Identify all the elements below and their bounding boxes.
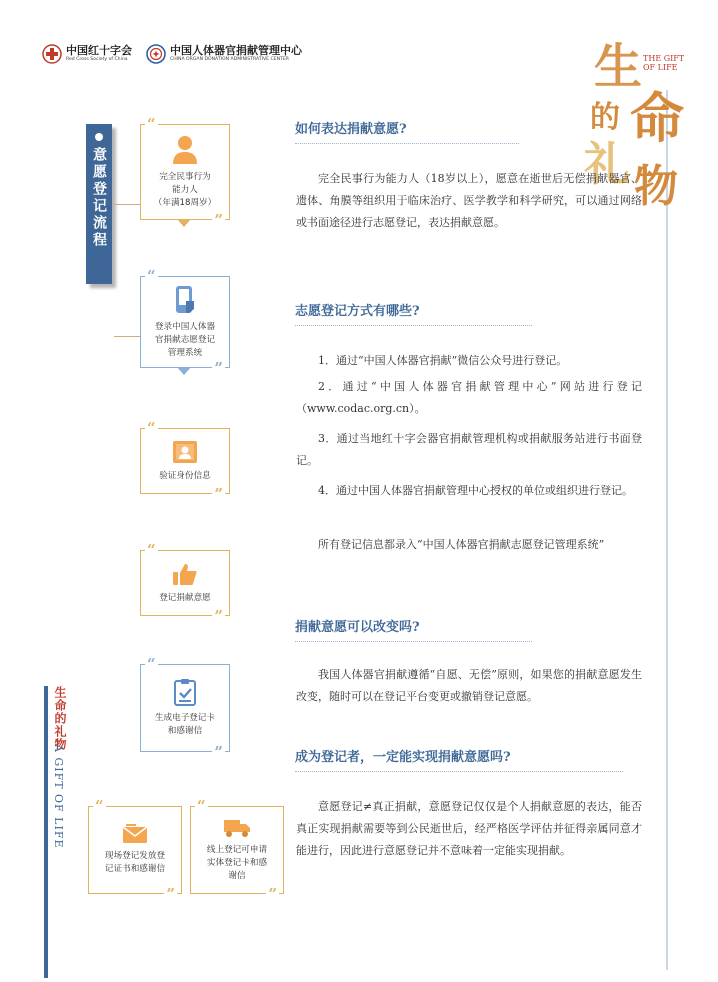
person-icon <box>172 135 198 165</box>
left-vertical-title: 生命的礼物 <box>53 686 67 751</box>
quote-close-mark: ” <box>214 607 223 625</box>
section-1-title: 如何表达捐献意愿? <box>295 118 407 137</box>
thumbs-up-icon <box>172 562 198 586</box>
connector-line <box>114 336 140 337</box>
codac-logo <box>146 44 302 64</box>
step-3-label: 验证身份信息 <box>159 470 211 481</box>
step-6-box <box>88 797 182 903</box>
section-4-title: 成为登记者，一定能实现捐献意愿吗? <box>295 746 511 765</box>
id-card-icon <box>172 440 198 464</box>
codac-subname: CHINA ORGAN DONATION ADMINISTRATIVE CENTER <box>170 57 289 62</box>
step-7-label: 线上登记可申请 实体登记卡和感 谢信 <box>206 844 268 881</box>
step-4-box <box>140 541 230 625</box>
codac-emblem-icon <box>146 44 166 64</box>
delivery-truck-icon <box>223 818 251 838</box>
section-3-title: 捐献意愿可以改变吗? <box>295 616 420 635</box>
title-char-ming: 命 <box>630 86 684 150</box>
title-vertical-line <box>666 90 668 970</box>
step-6-label: 现场登记发放登 记证书和感谢信 <box>104 851 166 874</box>
quote-open-mark: “ <box>147 267 156 285</box>
step-2-label: 登录中国人体器 官捐献志愿登记 管理系统 <box>154 321 216 358</box>
title-char-li: 礼 <box>584 137 630 191</box>
quote-close-mark: ” <box>166 885 175 903</box>
quote-open-mark: “ <box>147 541 156 559</box>
side-tag-label: 意愿登记流程 <box>91 147 107 249</box>
process-side-tag <box>86 124 112 284</box>
step-5-label: 生成电子登记卡 和感谢信 <box>154 713 216 736</box>
codac-name: 中国人体器官捐献管理中心 <box>170 44 302 57</box>
section-2-note: 所有登记信息都录入“中国人体器官捐献志愿登记管理系统” <box>318 538 605 551</box>
red-cross-name: 中国红十字会 <box>66 44 132 57</box>
left-vertical-bar <box>44 686 48 978</box>
phone-icon <box>174 285 196 315</box>
step-1-label: 完全民事行为 能力人 （年满18周岁） <box>153 171 217 208</box>
quote-open-mark: “ <box>197 797 206 815</box>
speech-tail <box>177 367 191 375</box>
step-1-box <box>140 115 230 229</box>
title-en: THE GIFT OF LIFE <box>643 54 685 72</box>
quote-close-mark: ” <box>214 743 223 761</box>
step-2-box <box>140 267 230 377</box>
title-char-wu: 物 <box>634 161 678 212</box>
envelope-icon <box>122 824 148 844</box>
left-vertical-title-en: A GIFT OF LIFE <box>52 744 65 849</box>
section-2-item-3: 3．通过当地红十字会器官捐献管理机构或捐献服务站进行书面登记。 <box>296 432 642 467</box>
step-7-box <box>190 797 284 903</box>
section-1-paragraph: 完全民事行为能力人（18岁以上），愿意在逝世后无偿捐献器官、遗体、角膜等组织用于临床治疗、医学教学和科学研究，可以通过网络或书面途径进行志愿登记，表达捐献意愿。 <box>296 172 642 229</box>
side-tag-dot <box>95 133 103 141</box>
section-4-paragraph: 意愿登记≠真正捐献，意愿登记仅仅是个人捐献意愿的表达，能否真正实现捐献需要等到公民逝世后，经严格医学评估并征得亲属同意才能进行，因此进行意愿登记并不意味着一定能实现捐献。 <box>296 800 642 857</box>
red-cross-logo <box>42 44 132 64</box>
red-cross-icon <box>42 44 62 64</box>
title-char-sheng: 生 <box>594 39 643 95</box>
connector-line <box>114 204 140 205</box>
step-5-box <box>140 655 230 761</box>
quote-open-mark: “ <box>147 115 156 133</box>
title-char-de: 的 <box>590 100 620 135</box>
red-cross-subname: Red Cross Society of China <box>66 57 128 62</box>
clipboard-check-icon <box>174 678 196 706</box>
section-2-item-1: 1．通过“中国人体器官捐献”微信公众号进行登记。 <box>318 354 568 367</box>
speech-tail <box>177 219 191 227</box>
quote-close-mark: ” <box>214 485 223 503</box>
quote-open-mark: “ <box>95 797 104 815</box>
quote-close-mark: ” <box>214 211 223 229</box>
section-2-item-2: 2．通过“中国人体器官捐献管理中心”网站进行登记（www.codac.org.cn）。 <box>296 380 642 415</box>
quote-open-mark: “ <box>147 655 156 673</box>
quote-open-mark: “ <box>147 419 156 437</box>
quote-close-mark: ” <box>214 359 223 377</box>
quote-close-mark: ” <box>268 885 277 903</box>
section-2-item-4: 4．通过中国人体器官捐献管理中心授权的单位或组织进行登记。 <box>318 484 633 497</box>
step-3-box <box>140 419 230 503</box>
section-3-paragraph: 我国人体器官捐献遵循“自愿、无偿”原则，如果您的捐献意愿发生改变，随时可以在登记平台变更或撤销登记意愿。 <box>296 668 642 703</box>
step-4-label: 登记捐献意愿 <box>159 592 211 603</box>
section-2-title: 志愿登记方式有哪些? <box>295 300 420 319</box>
